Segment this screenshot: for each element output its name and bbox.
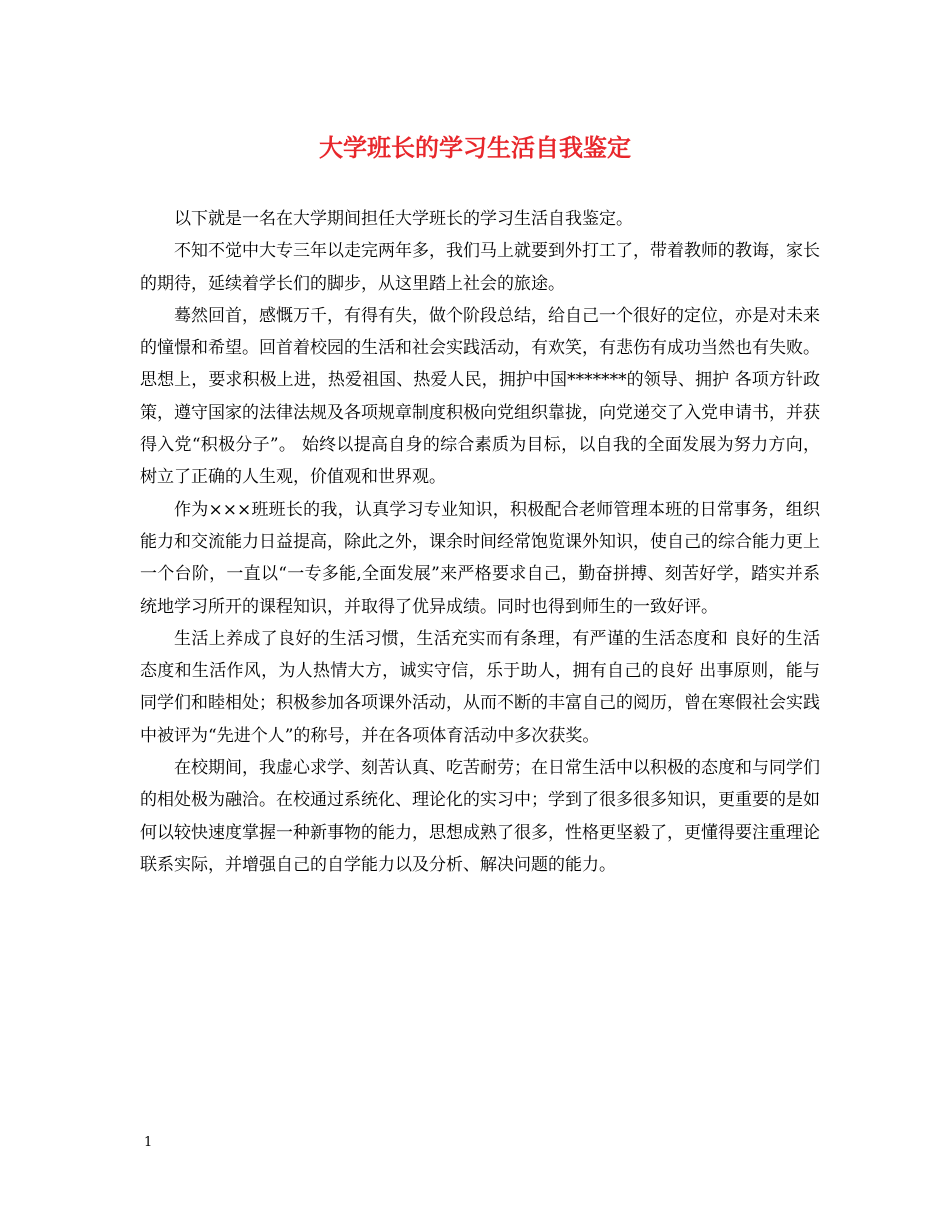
paragraph-intro: 以下就是一名在大学期间担任大学班长的学习生活自我鉴定。 [174,209,633,229]
paragraph-opening: 不知不觉中大专三年以走完两年多，我们马上就要到外打工了，带着教师的教诲，家长的期待，延续着学长们的脚步，从这里踏上社会的旅途。 [140,241,820,294]
paragraph-study: 作为×××班班长的我，认真学习专业知识，积极配合老师管理本班的日常事务，组织能力和交流能力日益提高，除此之外，课余时间经常饱览课外知识，使自己的综合能力更上一个台阶，一直以“一专多能,全面发展”来严格要求自己，勤奋拼搏、刻苦好学，踏实并系统地学习所开的课程知识，并取得了优异成绩。同时也得到师生的一致好评。 [140,499,820,617]
paragraph-campus: 在校期间，我虚心求学、刻苦认真、吃苦耐劳；在日常生活中以积极的态度和与同学们的相处极为融洽。在校通过系统化、理论化的实习中；学到了很多很多知识，更重要的是如何以较快速度掌握一种新事物的能力，思想成熟了很多，性格更坚毅了，更懂得要注重理论联系实际，并增强自己的自学能力以及分析、解决问题的能力。 [140,758,820,875]
paragraph-life: 生活上养成了良好的生活习惯，生活充实而有条理，有严谨的生活态度和 良好的生活态度和生活作风，为人热情大方，诚实守信，乐于助人，拥有自己的良好 出事原则，能与同学们和睦相处；积极参加各项课外活动，从而不断的丰富自己的阅历，曾在寒假社会实践中被评为“先进个人”的称号，并在各项体育活动中多次获奖。 [140,628,820,746]
paragraph-ideology: 蓦然回首，感慨万千，有得有失，做个阶段总结，给自己一个很好的定位，亦是对未来的憧憬和希望。回首着校园的生活和社会实践活动，有欢笑，有悲伤有成功当然也有失败。思想上，要求积极上进，热爱祖国、热爱人民，拥护中国*******的领导、拥护 各项方针政策，遵守国家的法律法规及各项规章制度积极向党组织靠拢，向党递交了入党申请书，并获得入党“积极分子”。 始终以提高自身的综合素质为目标，以自我的全面发展为努力方向，树立了正确的人生观，价值观和世界观。 [140,305,820,488]
document-body [140,203,820,881]
document-title: 大学班长的学习生活自我鉴定 [319,133,631,162]
page-number: 1 [144,1135,153,1150]
